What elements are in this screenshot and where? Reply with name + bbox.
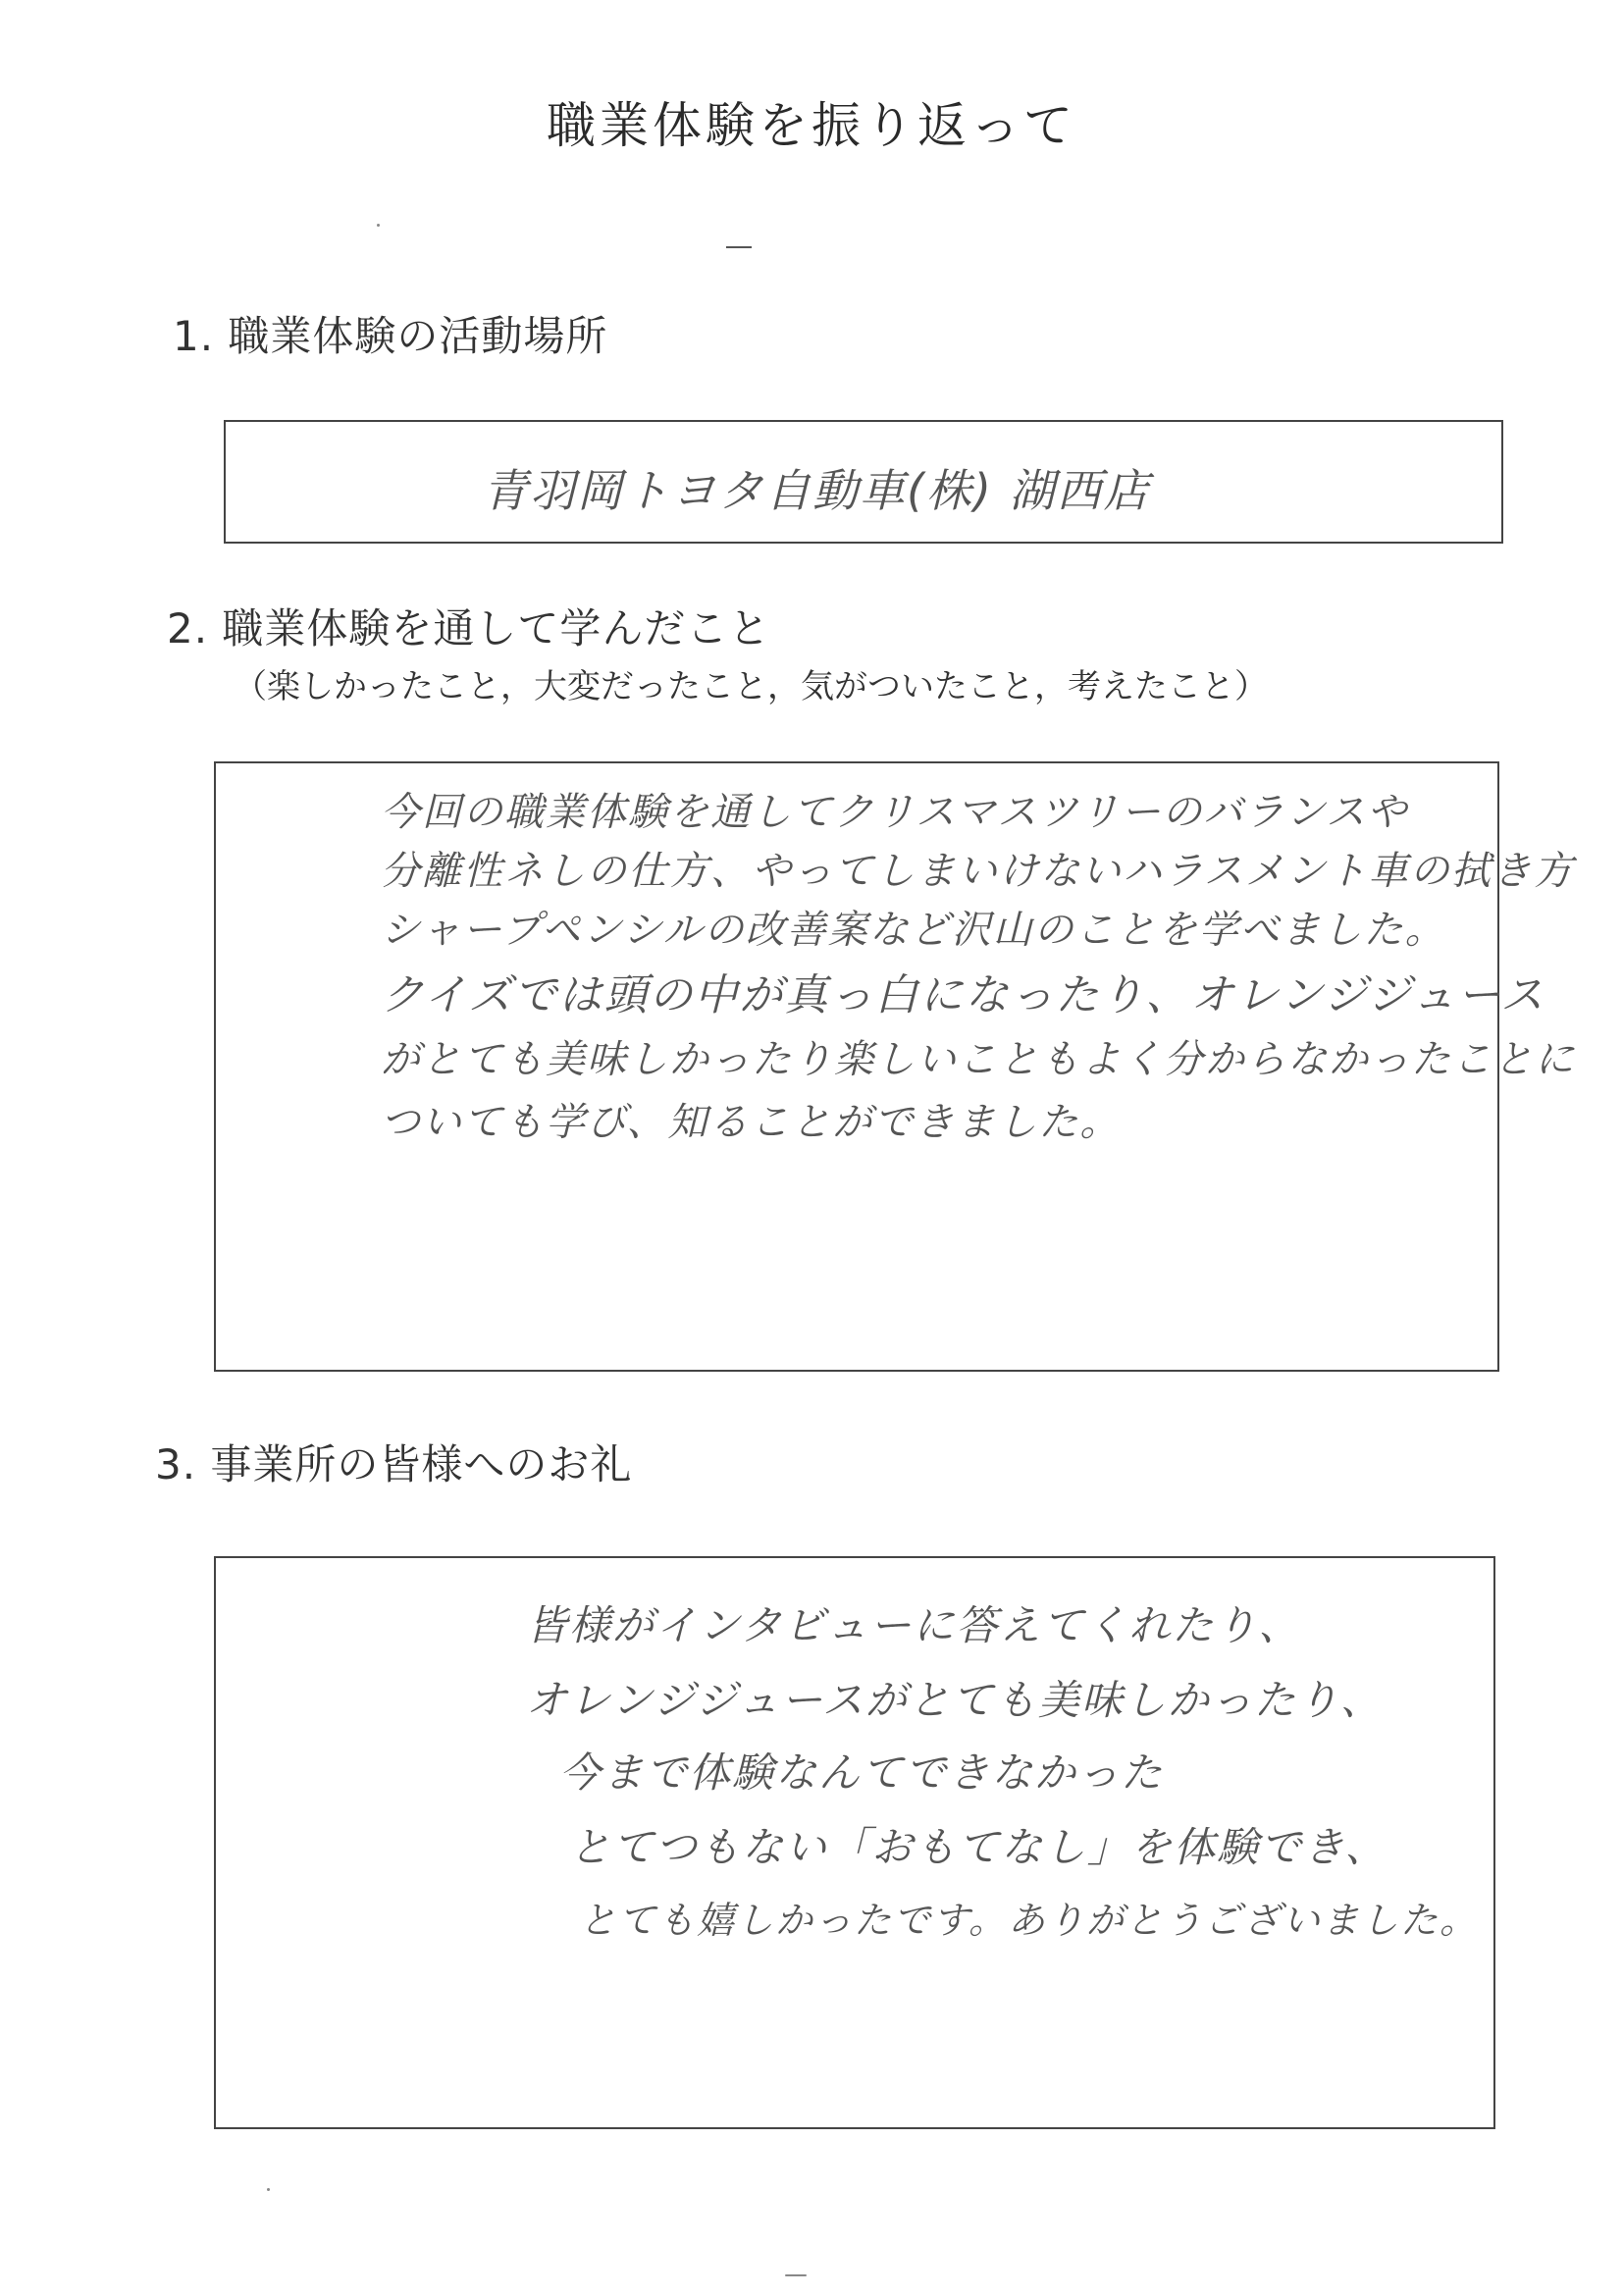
- section-2-heading: 2. 職業体験を通して学んだこと: [167, 604, 771, 652]
- section-2-answer-line: 分離性ネしの仕方、やってしまいけないハラスメント車の拭き方: [381, 849, 1575, 894]
- section-3-answer-line: 今まで体験なんてできなかった: [559, 1748, 1165, 1797]
- section-3-answer-line: とても嬉しかったです。ありがとうございました。: [579, 1899, 1479, 1942]
- scan-speck: [377, 224, 380, 227]
- scan-speck: [785, 2274, 807, 2276]
- section-2-answer-line: シャープペンシルの改善案など沢山のことを学べました。: [381, 908, 1446, 953]
- scan-speck: [267, 2188, 270, 2191]
- section-3-answer-line: とてつもない「おもてなし」を体験でき、: [569, 1823, 1388, 1871]
- section-3-heading: 3. 事業所の皆様へのお礼: [155, 1440, 633, 1488]
- section-3-answer-box: [214, 1556, 1495, 2129]
- section-1-heading: 1. 職業体験の活動場所: [173, 312, 608, 360]
- section-2-answer-line: がとても美味しかったり楽しいこともよく分からなかったことに: [381, 1037, 1576, 1082]
- page-title: 職業体験を振り返って: [547, 97, 1076, 154]
- section-2-answer-line: クイズでは頭の中が真っ白になったり、オレンジジュース: [381, 970, 1545, 1020]
- section-2-answer-line: 今回の職業体験を通してクリスマスツリーのバランスや: [381, 790, 1409, 835]
- section-2-answer-line: ついても学び、知ることができました。: [381, 1100, 1122, 1145]
- section-3-answer-line: 皆様がインタビューに答えてくれたり、: [526, 1601, 1302, 1649]
- section-2-answer-box: [214, 761, 1576, 1372]
- divider-dash: [726, 246, 752, 248]
- section-2-subheading: （楽しかったこと，大変だったこと，気がついたこと，考えたこと）: [234, 667, 1268, 706]
- section-1-answer-box: [224, 420, 1503, 544]
- section-3-answer-line: オレンジジュースがとても美味しかったり、: [526, 1676, 1384, 1724]
- section-1-answer-line: 青羽岡トヨタ自動車(株) 湖西店: [483, 464, 1151, 517]
